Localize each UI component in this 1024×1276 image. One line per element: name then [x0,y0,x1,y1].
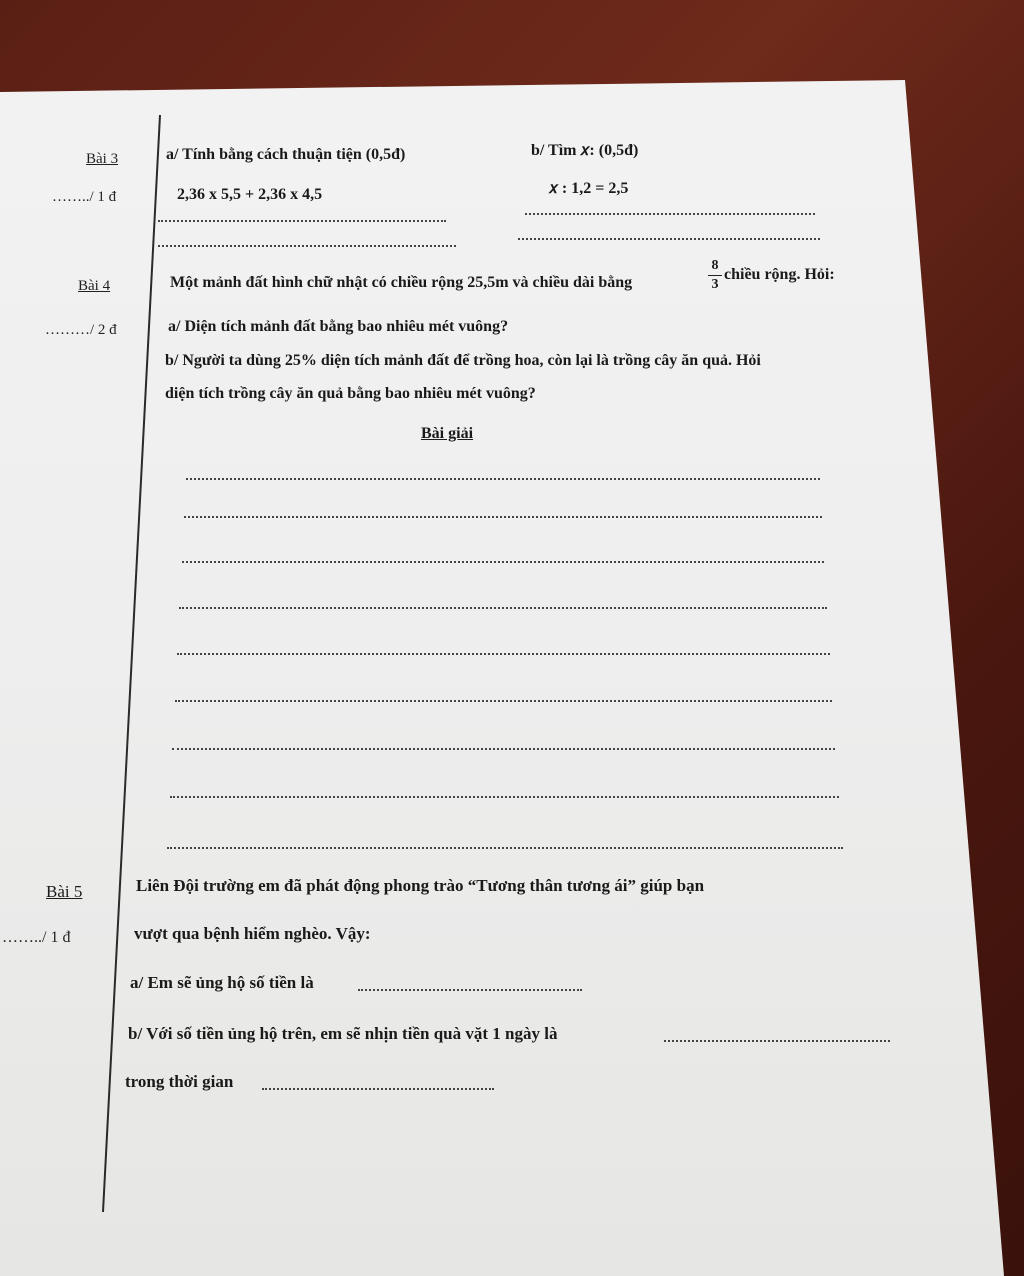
bai4-label: Bài 4 [78,278,111,294]
solution-line[interactable] [186,478,820,480]
fraction-denominator: 3 [711,277,719,292]
solution-line[interactable] [170,796,839,798]
bai5-answer-b[interactable] [664,1040,890,1042]
bai5-answer-a[interactable] [358,989,582,991]
solution-line[interactable] [184,516,822,518]
bai5-part-c: trong thời gian [125,1072,234,1091]
solution-line[interactable] [177,653,830,655]
bai4-part-b-line1: b/ Người ta dùng 25% diện tích mảnh đất để trồng hoa, còn lại là trồng cây ăn quả. Hỏi [165,352,761,369]
bai4-part-a: a/ Diện tích mảnh đất bằng bao nhiêu mét vuông? [168,318,509,335]
solution-line[interactable] [167,847,843,849]
bai5-label: Bài 5 [46,882,83,901]
solution-line[interactable] [172,748,835,750]
solution-line[interactable] [182,561,824,563]
bai4-fraction [708,258,722,293]
bai3-label: Bài 3 [86,151,119,167]
bai5-part-b: b/ Với số tiền ủng hộ trên, em sẽ nhịn tiền quà vặt 1 ngày là [128,1024,558,1043]
bai3-answer-line-b2[interactable] [518,238,820,240]
solution-line[interactable] [179,607,827,609]
bai5-answer-c[interactable] [262,1088,494,1090]
bai4-score: ………/ 2 đ [45,322,117,338]
bai5-part-a: a/ Em sẽ ủng hộ số tiền là [130,973,314,992]
solution-line[interactable] [175,700,832,702]
bai5-line2: vượt qua bệnh hiểm nghèo. Vậy: [134,924,371,943]
bai3-answer-line-a2[interactable] [158,245,456,247]
bai3-part-a: a/ Tính bằng cách thuận tiện (0,5đ) [166,146,406,163]
bai4-question-end: chiều rộng. Hỏi: [724,266,835,283]
bai4-part-b-line2: diện tích trồng cây ăn quả bằng bao nhiêu mét vuông? [165,385,536,402]
bai5-line1: Liên Đội trường em đã phát động phong trào “Tương thân tương ái” giúp bạn [136,876,705,895]
bai3-score: ……../ 1 đ [52,189,117,205]
solution-title: Bài giải [421,425,474,442]
bai3-part-b: b/ Tìm 𝑥: (0,5đ) [531,142,639,159]
fraction-numerator: 8 [711,258,719,273]
bai4-question: Một mảnh đất hình chữ nhật có chiều rộng 25,5m và chiều dài bằng [170,274,633,291]
bai3-answer-line-b1[interactable] [525,213,815,215]
bai3-expr-b: 𝑥 : 1,2 = 2,5 [549,180,629,197]
bai5-score: ……../ 1 đ [2,929,71,946]
bai3-answer-line-a1[interactable] [158,220,446,222]
bai3-expr-a: 2,36 x 5,5 + 2,36 x 4,5 [177,186,323,203]
